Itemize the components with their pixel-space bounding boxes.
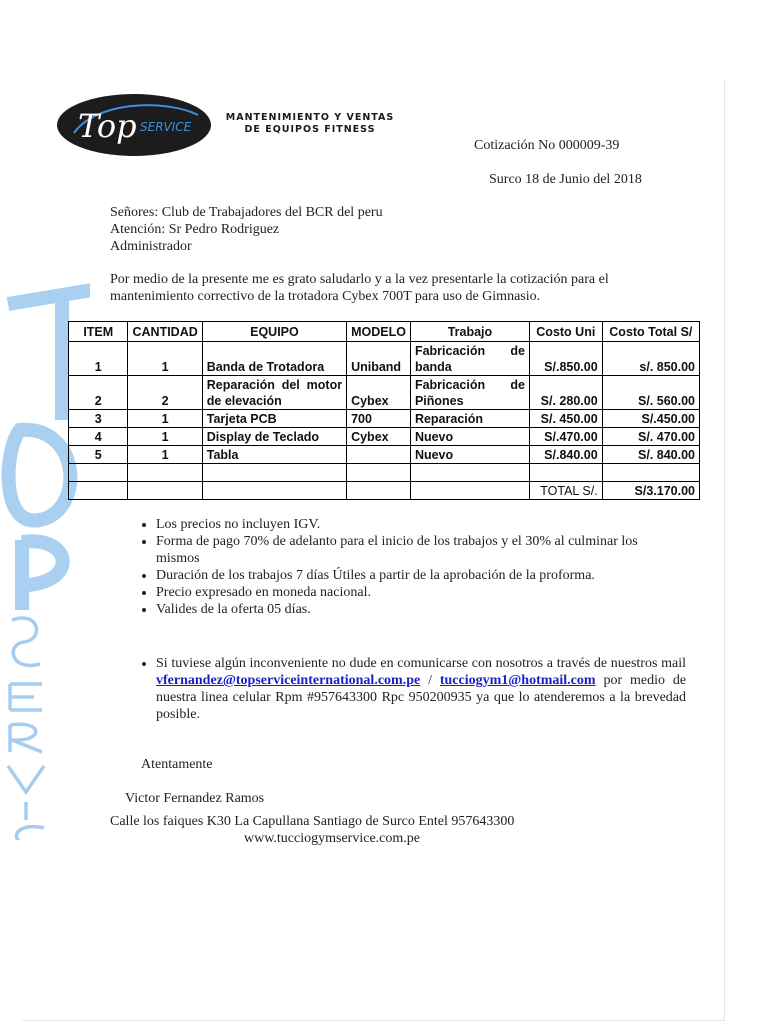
logo-text-main: Top bbox=[78, 107, 137, 145]
total-value: S/3.170.00 bbox=[602, 482, 699, 500]
cell-total-cost: S/.450.00 bbox=[602, 410, 699, 428]
cell-item: 5 bbox=[69, 446, 128, 464]
email-link-primary[interactable]: vfernandez@topserviceinternational.com.pe bbox=[156, 673, 421, 688]
list-item: • Precio expresado en moneda nacional. bbox=[156, 584, 676, 601]
cell-unit-cost: S/.470.00 bbox=[529, 428, 602, 446]
contact-item bbox=[156, 655, 686, 723]
table-row bbox=[69, 342, 700, 376]
header-equipment: EQUIPO bbox=[202, 322, 346, 342]
table-row bbox=[69, 428, 700, 446]
cell-model: Cybex bbox=[347, 376, 411, 410]
cell-unit-cost: S/.850.00 bbox=[529, 342, 602, 376]
signer-name: Victor Fernandez Ramos bbox=[125, 791, 265, 806]
cell-item: 3 bbox=[69, 410, 128, 428]
header-total-cost: Costo Total S/ bbox=[602, 322, 699, 342]
table-row bbox=[69, 376, 700, 410]
website: www.tucciogymservice.com.pe bbox=[244, 831, 420, 846]
table-header-row bbox=[69, 322, 700, 342]
address-line: Calle los faiques K30 La Capullana Santiago de Surco Entel 957643300 bbox=[110, 814, 515, 829]
cell-model: 700 bbox=[347, 410, 411, 428]
header-model: MODELO bbox=[347, 322, 411, 342]
cell-equipment: Banda de Trotadora bbox=[202, 342, 346, 376]
list-item: • Duración de los trabajos 7 días Útiles a partir de la aprobación de la proforma. bbox=[156, 567, 676, 584]
header-unit-cost: Costo Uni bbox=[529, 322, 602, 342]
total-label: TOTAL S/. bbox=[529, 482, 602, 500]
cell-total-cost: S/. 470.00 bbox=[602, 428, 699, 446]
cell-model bbox=[347, 446, 411, 464]
list-item: • Los precios no incluyen IGV. bbox=[156, 516, 676, 533]
cell-equipment: Tarjeta PCB bbox=[202, 410, 346, 428]
list-item: • Forma de pago 70% de adelanto para el inicio de los trabajos y el 30% al culminar los mismos bbox=[156, 533, 676, 567]
cell-total-cost: s/. 850.00 bbox=[602, 342, 699, 376]
recipient-line-1: Señores: Club de Trabajadores del BCR del peru bbox=[110, 205, 383, 220]
cell-quantity: 2 bbox=[128, 376, 202, 410]
tagline-line-2: DE EQUIPOS FITNESS bbox=[244, 124, 376, 135]
cell-work: Nuevo bbox=[410, 446, 529, 464]
table-row bbox=[69, 446, 700, 464]
email-separator: / bbox=[428, 673, 432, 688]
cell-work: Fabricación de Piñones bbox=[410, 376, 529, 410]
cell-quantity: 1 bbox=[128, 410, 202, 428]
cell-equipment: Tabla bbox=[202, 446, 346, 464]
company-tagline bbox=[222, 112, 398, 136]
quotation-table bbox=[68, 321, 700, 500]
date-line: Surco 18 de Junio del 2018 bbox=[489, 172, 642, 187]
cell-quantity: 1 bbox=[128, 428, 202, 446]
cell-item: 4 bbox=[69, 428, 128, 446]
table-row bbox=[69, 410, 700, 428]
list-item: • Valides de la oferta 05 días. bbox=[156, 601, 676, 618]
header-quantity: CANTIDAD bbox=[128, 322, 202, 342]
table-total-row bbox=[69, 482, 700, 500]
recipient-line-3: Administrador bbox=[110, 239, 192, 254]
cell-work: Nuevo bbox=[410, 428, 529, 446]
contact-text-before: Si tuviese algún inconveniente no dude en comunicarse con nosotros a través de nuestros mail bbox=[156, 656, 686, 671]
header-item: ITEM bbox=[69, 322, 128, 342]
cell-work: Reparación bbox=[410, 410, 529, 428]
header-work: Trabajo bbox=[410, 322, 529, 342]
cell-quantity: 1 bbox=[128, 342, 202, 376]
intro-paragraph: Por medio de la presente me es grato saludarlo y a la vez presentarle la cotización para el mantenimiento correctivo de la trotadora Cybex 700T para uso de Gimnasio. bbox=[110, 272, 609, 304]
tagline-line-1: MANTENIMIENTO Y VENTAS bbox=[225, 112, 395, 123]
contact-list bbox=[128, 655, 686, 723]
table-row-empty bbox=[69, 464, 700, 482]
contact-text-after: por medio de nuestra linea celular Rpm #957643300 Rpc 950200935 ya que lo atenderemos a la brevedad posible. bbox=[156, 673, 687, 722]
salutation: Atentamente bbox=[141, 757, 213, 772]
cell-model: Cybex bbox=[347, 428, 411, 446]
cell-model: Uniband bbox=[347, 342, 411, 376]
cell-item: 1 bbox=[69, 342, 128, 376]
cell-total-cost: S/. 840.00 bbox=[602, 446, 699, 464]
recipient-block bbox=[110, 204, 383, 255]
cell-total-cost: S/. 560.00 bbox=[602, 376, 699, 410]
cell-equipment: Display de Teclado bbox=[202, 428, 346, 446]
cell-item: 2 bbox=[69, 376, 128, 410]
cell-unit-cost: S/.840.00 bbox=[529, 446, 602, 464]
cell-unit-cost: S/. 280.00 bbox=[529, 376, 602, 410]
cell-quantity: 1 bbox=[128, 446, 202, 464]
cell-unit-cost: S/. 450.00 bbox=[529, 410, 602, 428]
quote-number: Cotización No 000009-39 bbox=[474, 138, 620, 153]
top-service-logo bbox=[56, 93, 212, 157]
recipient-line-2: Atención: Sr Pedro Rodriguez bbox=[110, 222, 280, 237]
cell-work: Fabricación de banda bbox=[410, 342, 529, 376]
logo-text-sub: SERVICE bbox=[140, 120, 192, 134]
cell-equipment: Reparación del motor de elevación bbox=[202, 376, 346, 410]
terms-list bbox=[128, 516, 676, 618]
email-link-secondary[interactable]: tucciogym1@hotmail.com bbox=[439, 673, 596, 688]
